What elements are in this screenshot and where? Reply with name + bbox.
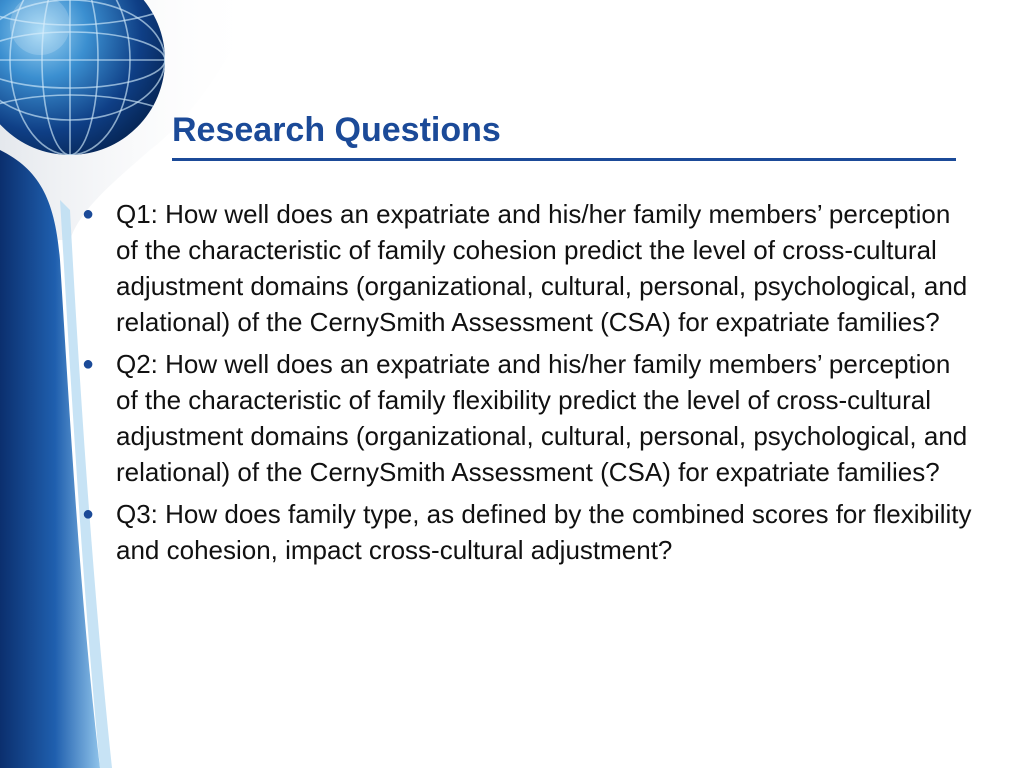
bullet-dot-icon: ● — [82, 353, 95, 375]
bullet-dot-icon: ● — [82, 503, 95, 525]
bullet-q2 — [80, 346, 980, 490]
title-underline — [172, 158, 956, 161]
bullet-q3 — [80, 496, 980, 568]
bullet-dot-icon: ● — [82, 203, 95, 225]
bullet-q1 — [80, 196, 980, 340]
bullet-text-q2: Q2: How well does an expatriate and his/her family members’ perception of the characteristic of family flexibility predict the level of cross-cultural adjustment domains (organizational, cultural, personal, psychological, and relational) of the CernySmith Assessment (CSA) for expatriate families? — [116, 349, 968, 487]
research-questions-list — [80, 196, 980, 574]
bullet-text-q3: Q3: How does family type, as defined by the combined scores for flexibility and cohesion, impact cross-cultural adjustment? — [116, 499, 972, 565]
bullet-text-q1: Q1: How well does an expatriate and his/her family members’ perception of the characteristic of family cohesion predict the level of cross-cultural adjustment domains (organizational, cultural, personal, psychological, and relational) of the CernySmith Assessment (CSA) for expatriate families? — [116, 199, 968, 337]
slide-title: Research Questions — [172, 111, 501, 149]
